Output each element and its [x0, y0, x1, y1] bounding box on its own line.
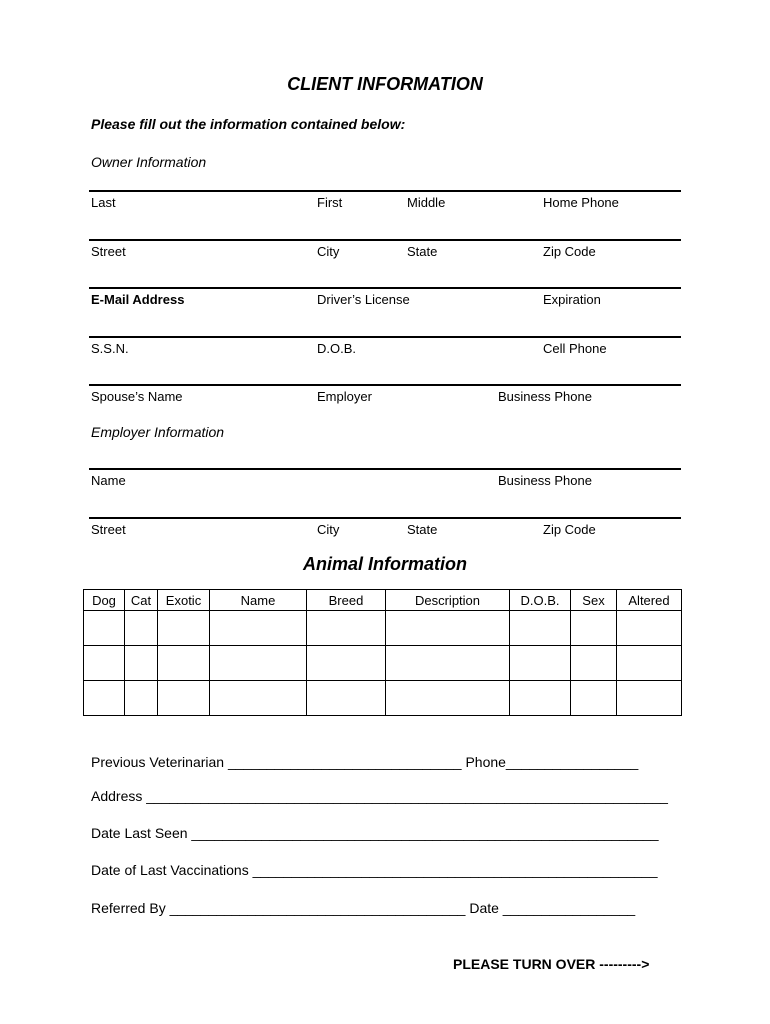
table-cell[interactable] — [84, 611, 125, 646]
table-cell[interactable] — [125, 681, 158, 716]
table-cell[interactable] — [158, 611, 210, 646]
table-cell[interactable] — [386, 611, 510, 646]
table-cell[interactable] — [210, 646, 307, 681]
table-cell[interactable] — [617, 646, 682, 681]
date-of-last-vaccinations-line[interactable]: Date of Last Vaccinations ____________________________________________________ — [91, 862, 658, 878]
table-cell[interactable] — [617, 611, 682, 646]
column-header-altered: Altered — [617, 590, 682, 611]
table-cell[interactable] — [571, 611, 617, 646]
dob-field[interactable]: D.O.B. — [317, 341, 357, 356]
expiration-field[interactable]: Expiration — [543, 292, 601, 307]
table-cell[interactable] — [84, 646, 125, 681]
ssn-field[interactable]: S.S.N. — [91, 341, 129, 356]
table-cell[interactable] — [125, 646, 158, 681]
zip-code-field[interactable]: Zip Code — [543, 244, 596, 259]
column-header-name: Name — [210, 590, 307, 611]
drivers-license-field[interactable]: Driver’s License — [317, 292, 410, 307]
spouse-name-field[interactable]: Spouse’s Name — [91, 389, 183, 404]
animal-information-table — [83, 589, 682, 716]
date-last-seen-line[interactable]: Date Last Seen ____________________________________________________________ — [91, 825, 659, 841]
column-header-description: Description — [386, 590, 510, 611]
divider-line — [89, 287, 681, 289]
previous-veterinarian-line[interactable]: Previous Veterinarian ______________________________ Phone_________________ — [91, 754, 639, 770]
email-address-field[interactable]: E-Mail Address — [91, 292, 185, 307]
column-header-dob: D.O.B. — [510, 590, 571, 611]
first-name-field[interactable]: First — [317, 195, 343, 210]
table-cell[interactable] — [307, 646, 386, 681]
table-cell[interactable] — [510, 646, 571, 681]
address-line[interactable]: Address ___________________________________________________________________ — [91, 788, 668, 804]
employer-zip-code-field[interactable]: Zip Code — [543, 522, 596, 537]
middle-name-field[interactable]: Middle — [407, 195, 446, 210]
table-cell[interactable] — [158, 681, 210, 716]
table-cell[interactable] — [386, 681, 510, 716]
form-title: CLIENT INFORMATION — [287, 74, 483, 94]
instructions-text: Please fill out the information contained below: — [91, 116, 406, 132]
referred-by-line[interactable]: Referred By ______________________________________ Date _________________ — [91, 900, 636, 916]
table-cell[interactable] — [510, 681, 571, 716]
column-header-dog: Dog — [84, 590, 125, 611]
cell-phone-field[interactable]: Cell Phone — [543, 341, 607, 356]
table-cell[interactable] — [84, 681, 125, 716]
divider-line — [89, 336, 681, 338]
column-header-cat: Cat — [125, 590, 158, 611]
table-cell[interactable] — [307, 611, 386, 646]
table-cell[interactable] — [386, 646, 510, 681]
last-name-field[interactable]: Last — [91, 195, 116, 210]
state-field[interactable]: State — [407, 244, 438, 259]
table-header-row — [84, 590, 682, 611]
employer-name-field[interactable]: Name — [91, 473, 126, 488]
employer-field[interactable]: Employer — [317, 389, 372, 404]
table-cell[interactable] — [571, 646, 617, 681]
street-field[interactable]: Street — [91, 244, 126, 259]
table-cell[interactable] — [158, 646, 210, 681]
home-phone-field[interactable]: Home Phone — [543, 195, 619, 210]
divider-line — [89, 190, 681, 192]
divider-line — [89, 384, 681, 386]
employer-city-field[interactable]: City — [317, 522, 340, 537]
city-field[interactable]: City — [317, 244, 340, 259]
owner-information-heading: Owner Information — [91, 154, 207, 170]
divider-line — [89, 468, 681, 470]
table-row — [84, 681, 682, 716]
animal-information-heading: Animal Information — [302, 554, 467, 574]
table-cell[interactable] — [510, 611, 571, 646]
divider-line — [89, 517, 681, 519]
table-cell[interactable] — [571, 681, 617, 716]
divider-line — [89, 239, 681, 241]
column-header-breed: Breed — [307, 590, 386, 611]
table-cell[interactable] — [125, 611, 158, 646]
table-cell[interactable] — [210, 611, 307, 646]
employer-information-heading: Employer Information — [91, 424, 225, 440]
employer-state-field[interactable]: State — [407, 522, 438, 537]
table-row — [84, 611, 682, 646]
business-phone-field[interactable]: Business Phone — [498, 389, 592, 404]
table-cell[interactable] — [617, 681, 682, 716]
table-cell[interactable] — [210, 681, 307, 716]
please-turn-over-text: PLEASE TURN OVER ---------> — [453, 956, 650, 972]
table-row — [84, 646, 682, 681]
employer-street-field[interactable]: Street — [91, 522, 126, 537]
column-header-sex: Sex — [571, 590, 617, 611]
employer-business-phone-field[interactable]: Business Phone — [498, 473, 592, 488]
column-header-exotic: Exotic — [158, 590, 210, 611]
table-cell[interactable] — [307, 681, 386, 716]
